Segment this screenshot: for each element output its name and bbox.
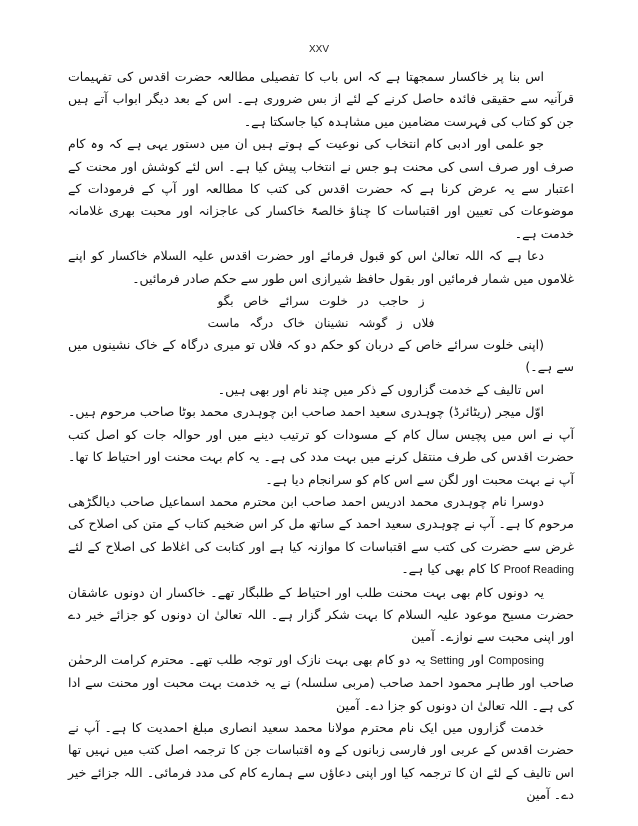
paragraph-intro: اس بنا پر خاکسار سمجھتا ہے کہ اس باب کا تفصیلی مطالعہ حضرت اقدس کی تفہیمات قرآنیہ سے حقیقی فائدہ حاصل کرنے کے لئے از بس ضروری ہے۔ اس کے بعد دیگر ابواب آتے ہیں جن کو کتاب کی فہرست مضامین میں مشاہدہ کیا جاسکتا ہے۔	[68, 69, 574, 129]
and-word: اور	[468, 651, 484, 667]
paragraph-selection-work: جو علمی اور ادبی کام انتخاب کی نوعیت کے ہوتے ہیں ان میں دستور یہی ہے کہ وہ کام صرف اور صرف اسی کی محنت ہو جس نے انتخاب پیش کیا ہے۔ اس لئے کوشش اور محنت کے اعتبار سے یہ عرض کرنا ہے کہ حضرت اقدس کی کتب کا مطالعہ اور آپ کے فرمودات کے موضوعات کی تعیین اور اقتباسات کا چناؤ خالصۃً خاکسار کی عاجزانہ اور محبت بھری غلامانہ خدمت ہے۔	[68, 136, 574, 241]
second-contributor-text: دوسرا نام چوہدری محمد ادریس احمد صاحب ابن محترم محمد اسماعیل صاحب دیالگڑھی مرحوم کا ہے۔ آپ نے چوہدری سعید احمد کے ساتھ مل کر اس ضخیم کتاب کے متن کی اصلاح کی غرض سے حضرت کی کتب سے اقتباسات کا موازنہ کیا ہے اور کتابت کی اغلاط کی اصلاح کے لئے	[68, 493, 574, 554]
setting-term: Setting	[429, 654, 465, 667]
paragraph-translator: خدمت گزاروں میں ایک نام محترم مولانا محمد سعید انصاری مبلغ احمدیت کا ہے۔ آپ نے حضرت اقدس کے عربی اور فارسی زبانوں کے وہ اقتباسات جن کا ترجمہ اصل کتب میں نہیں تھا اس تالیف کے لئے ان کا ترجمہ کیا اور اپنی دعاؤں سے ہمارے کام کی مدد فرمائی۔ اللہ جزائے خیر دے۔ آمین	[68, 719, 574, 803]
paragraph-gratitude: یہ دونوں کام بھی بہت محنت طلب اور احتیاط کے طلبگار تھے۔ خاکسار ان دونوں عاشقان حضرت مسیح موعود علیہ السلام کا بہت شکر گزار ہے۔ اللہ تعالیٰ ان دونوں کو جزائے خیر دے اور اپنی محبت سے نوازے۔ آمین	[68, 584, 574, 645]
persian-verse-line-2: فلاں ز گوشہ نشینان خاک درگہ ماست	[207, 316, 435, 331]
proof-reading-term: Proof Reading	[503, 564, 574, 577]
paragraph-first-contributor: اوّل میجر (ریٹائرڈ) چوہدری سعید احمد صاحب ابن چوہدری محمد بوٹا صاحب مرحوم ہیں۔ آپ نے اس میں پچیس سال کام کے مسودات کو ترتیب دینے میں اور حوالہ جات کو اصل کتب حضرت اقدس کی طرف منتقل کرنے میں بہت مدد کی ہے۔ یہ کام بہت محنت اور احتیاط کا تھا۔ آپ نے بہت محبت اور لگن سے اس کام کو سرانجام دیا ہے۔	[68, 404, 574, 487]
paragraph-contributors-intro: اس تالیف کے خدمت گزاروں کے ذکر میں چند نام اور بھی ہیں۔	[217, 381, 544, 397]
persian-verse-line-1: ز حاجب در خلوت سرائے خاص بگو	[217, 294, 425, 309]
page-body	[68, 66, 574, 807]
paragraph-second-contributor	[68, 491, 574, 582]
second-contributor-text-end: کا کام بھی کیا ہے۔	[401, 561, 500, 577]
paragraph-prayer: دعا ہے کہ اللہ تعالیٰ اس کو قبول فرمائے اور حضرت اقدس علیہ السلام خاکسار کو اپنے غلاموں میں شمار فرمائیں اور بقول حافظ شیرازی اس طور سے حکم صادر فرمائیں۔	[68, 248, 574, 286]
paragraph-composing-setting	[68, 649, 574, 717]
verse-translation: (اپنی خلوت سرائے خاص کے دربان کو حکم دو کہ فلاں تو میری درگاہ کے خاک نشینوں میں سے ہے۔)	[68, 337, 574, 375]
composing-setting-text: یہ دو کام بھی بہت نازک اور توجہ طلب تھے۔ محترم کرامت الرحمٰن صاحب اور طاہر محمود احمد صاحب (مربی سلسلہ) نے یہ خدمت بہت محبت اور محنت سے ادا کی ہے۔ اللہ تعالیٰ ان دونوں کو جزا دے۔ آمین	[68, 651, 574, 713]
composing-term: Composing	[488, 654, 544, 667]
page-number: XXV	[308, 44, 329, 55]
